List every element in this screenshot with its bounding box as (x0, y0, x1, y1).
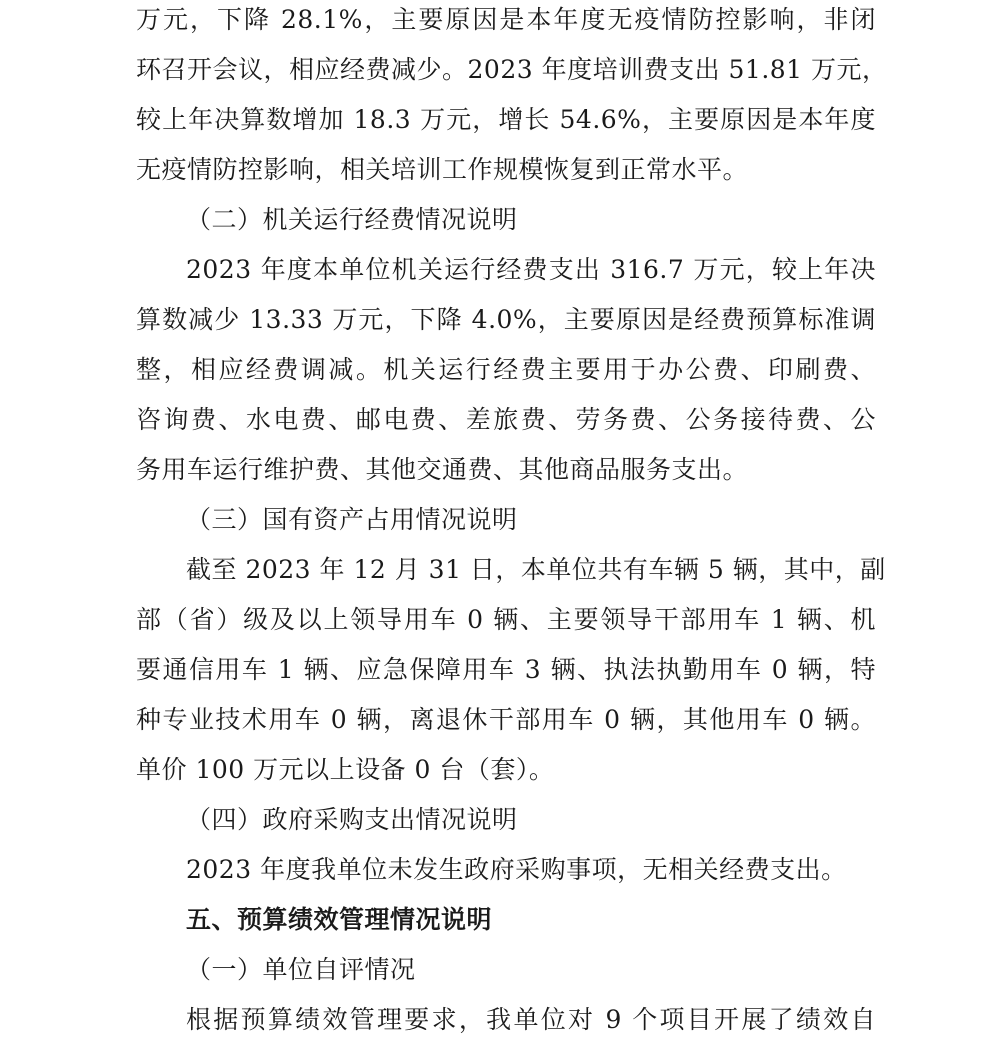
paragraph-line: 务用车运行维护费、其他交通费、其他商品服务支出。 (136, 455, 749, 484)
paragraph-line: 较上年决算数增加 18.3 万元，增长 54.6%，主要原因是本年度 (136, 105, 876, 134)
paragraph-line: 2023 年度本单位机关运行经费支出 316.7 万元，较上年决 (186, 255, 876, 284)
paragraph-line: 种专业技术用车 0 辆，离退休干部用车 0 辆，其他用车 0 辆。 (136, 705, 876, 734)
paragraph-line: 无疫情防控影响，相关培训工作规模恢复到正常水平。 (136, 155, 749, 184)
section-heading-3: （三）国有资产占用情况说明 (186, 505, 518, 534)
paragraph-line: 算数减少 13.33 万元，下降 4.0%，主要原因是经费预算标准调 (136, 305, 876, 334)
section-heading-4: （四）政府采购支出情况说明 (186, 805, 518, 834)
paragraph-line: 整，相应经费调减。机关运行经费主要用于办公费、印刷费、 (136, 355, 876, 384)
section-heading-2: （二）机关运行经费情况说明 (186, 205, 518, 234)
subsection-heading-1: （一）单位自评情况 (186, 955, 416, 984)
paragraph-line: 2023 年度我单位未发生政府采购事项，无相关经费支出。 (186, 855, 847, 884)
paragraph-line: 截至 2023 年 12 月 31 日，本单位共有车辆 5 辆，其中，副 (186, 555, 886, 584)
paragraph-line: 咨询费、水电费、邮电费、差旅费、劳务费、公务接待费、公 (136, 405, 876, 434)
paragraph-line: 单价 100 万元以上设备 0 台（套）。 (136, 755, 555, 784)
paragraph-line: 要通信用车 1 辆、应急保障用车 3 辆、执法执勤用车 0 辆，特 (136, 655, 876, 684)
paragraph-line: 根据预算绩效管理要求，我单位对 9 个项目开展了绩效自 (186, 1005, 876, 1034)
section-heading-5: 五、预算绩效管理情况说明 (186, 905, 493, 934)
paragraph-line: 万元，下降 28.1%，主要原因是本年度无疫情防控影响，非闭 (136, 5, 876, 34)
paragraph-line: 部（省）级及以上领导用车 0 辆、主要领导干部用车 1 辆、机 (136, 605, 876, 634)
paragraph-line: 环召开会议，相应经费减少。2023 年度培训费支出 51.81 万元， (136, 55, 888, 84)
